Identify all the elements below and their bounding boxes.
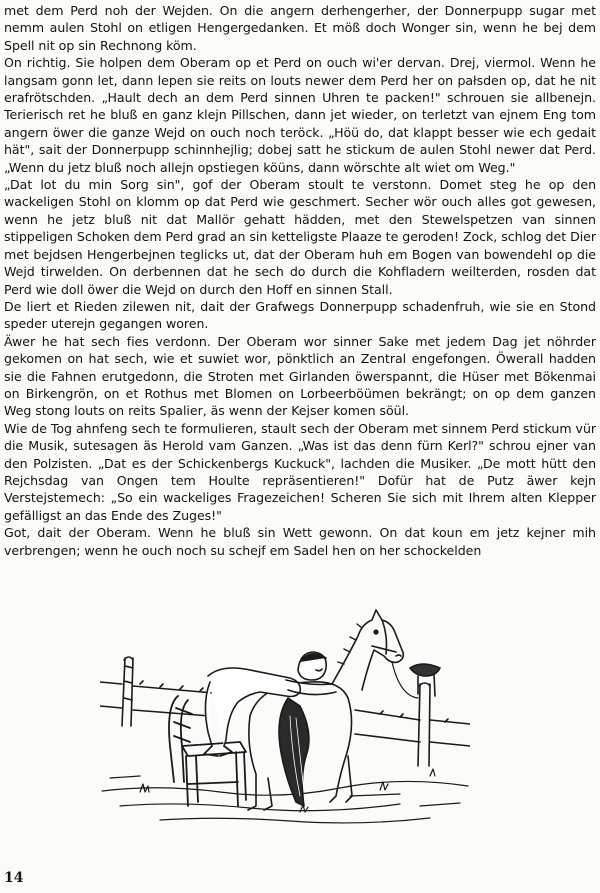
paragraph-5: Äwer he hat sech fies verdonn. Der Oberam wor sinner Sake met jedem Dag jet nöhrder gekomen on hat sech, wie et suwiet wor, pönktlich an Zentral engefongen. Öwerall hadden sie die Fahnen erutgedonn, die Stroten met Girlanden öwerspannt, die Hüser met Bökenmai on Birkengrön, on et Rothus met Blomen on Lorbeerböümen bekrängt; on op dem ganzen Weg stong louts on reits Spalier, äs wenn der Kejser komen söül. — [4, 333, 596, 419]
paragraph-6: Wie de Tog ahnfeng sech te formulieren, stault sech der Oberam met sinnem Perd stickum vür die Musik, sutesagen äs Herold vam Ganzen. „Was ist das denn fürn Kerl?" schrou ejner van den Polzisten. „Dat es der Schickenbergs Kuckuck", lachden die Musiker. „De mott hütt den Rejchsdag van Ongen tem Houlte repräsentieren!" Dofür hat de Putz äwer kejn Verstejstemech: „So ein wackeliges Fragezeichen! Scheren Sie sich mit Ihrem alten Klepper gefälligst an das Ende des Zuges!" — [4, 420, 596, 523]
saddle-on-post — [410, 664, 440, 696]
horse — [248, 610, 418, 810]
paragraph-2: On richtig. Sie holpen dem Oberam op et Perd on ouch wi'er dervan. Drej, viermol. Wenn he langsam gonn let, dann lepen sie reits on louts newer dem Perd her on pałsden op, dat he nit erafrötschden. „Hault dech an dem Perd sinnen Uhren te packen!" schrouen sie allbenejn. Terierisch ret he bluß en ganz klejn Pillschen, dann jet wieder, on terletzt van ejnem Eng tom angern öwer die ganze Wejd on ouch noch teröck. „Höü do, dat klappt besser wie ech gedait hät", sait der Donnerpupp schinnhejlig; dobej satt he stickum de aulen Stohl newer dat Perd. „Wenn du jetz bluß noch allejn opstiegen köüns, dann wörschte alt wiet om Weg." — [4, 55, 596, 175]
paragraph-3: „Dat lot du min Sorg sin", gof der Oberam stoult te verstonn. Domet steg he op den wackeligen Stohl on klomm op dat Perd wie geschmert. Secher wör ouch alles got gewesen, wenn he jetz bluß nit dat Mallör gehatt hädden, met den Stewelspetzen van sinnen stippeligen Schoken dem Perd grad an sin ketteligste Plaaze te geroden! Zock, schlog det Dier met bejdsen Hengerbejnen teglicks ut, dat der Oberam huh em Bogen van bowendehl op die Wejd tirwelden. On derbennen dat he sech do durch die Kohfladern weilterden, rosden dat Perd wie doll öwer die Wejd on durch den Hoff en sinnen Stall. — [4, 177, 596, 297]
boy-figure — [204, 652, 336, 756]
page-number: 14 — [4, 870, 24, 886]
story-text — [4, 2, 596, 559]
paragraph-7: Got, dait der Oberam. Wenn he bluß sin Wett gewonn. On dat koun em jetz kejner mih verbrengen; wenn he ouch noch su schejf em Sadel hen on her schockelden — [4, 525, 596, 558]
paragraph-1: met dem Perd noh der Wejden. On die angern derhengerher, der Donnerpupp sugar met nemm aulen Stohl on etligen Hengergedanken. Et möß doch Wonger sin, wenn he bej dem Spell nit op sin Rechnong köm. — [4, 3, 596, 53]
ground-lines — [102, 776, 468, 823]
paragraph-4: De liert et Rieden zilewen nit, dait der Grafwegs Donnerpupp schadenfruh, wie sie en Stond speder uterejn gegangen woren. — [4, 298, 596, 332]
horse-illustration — [100, 606, 470, 828]
